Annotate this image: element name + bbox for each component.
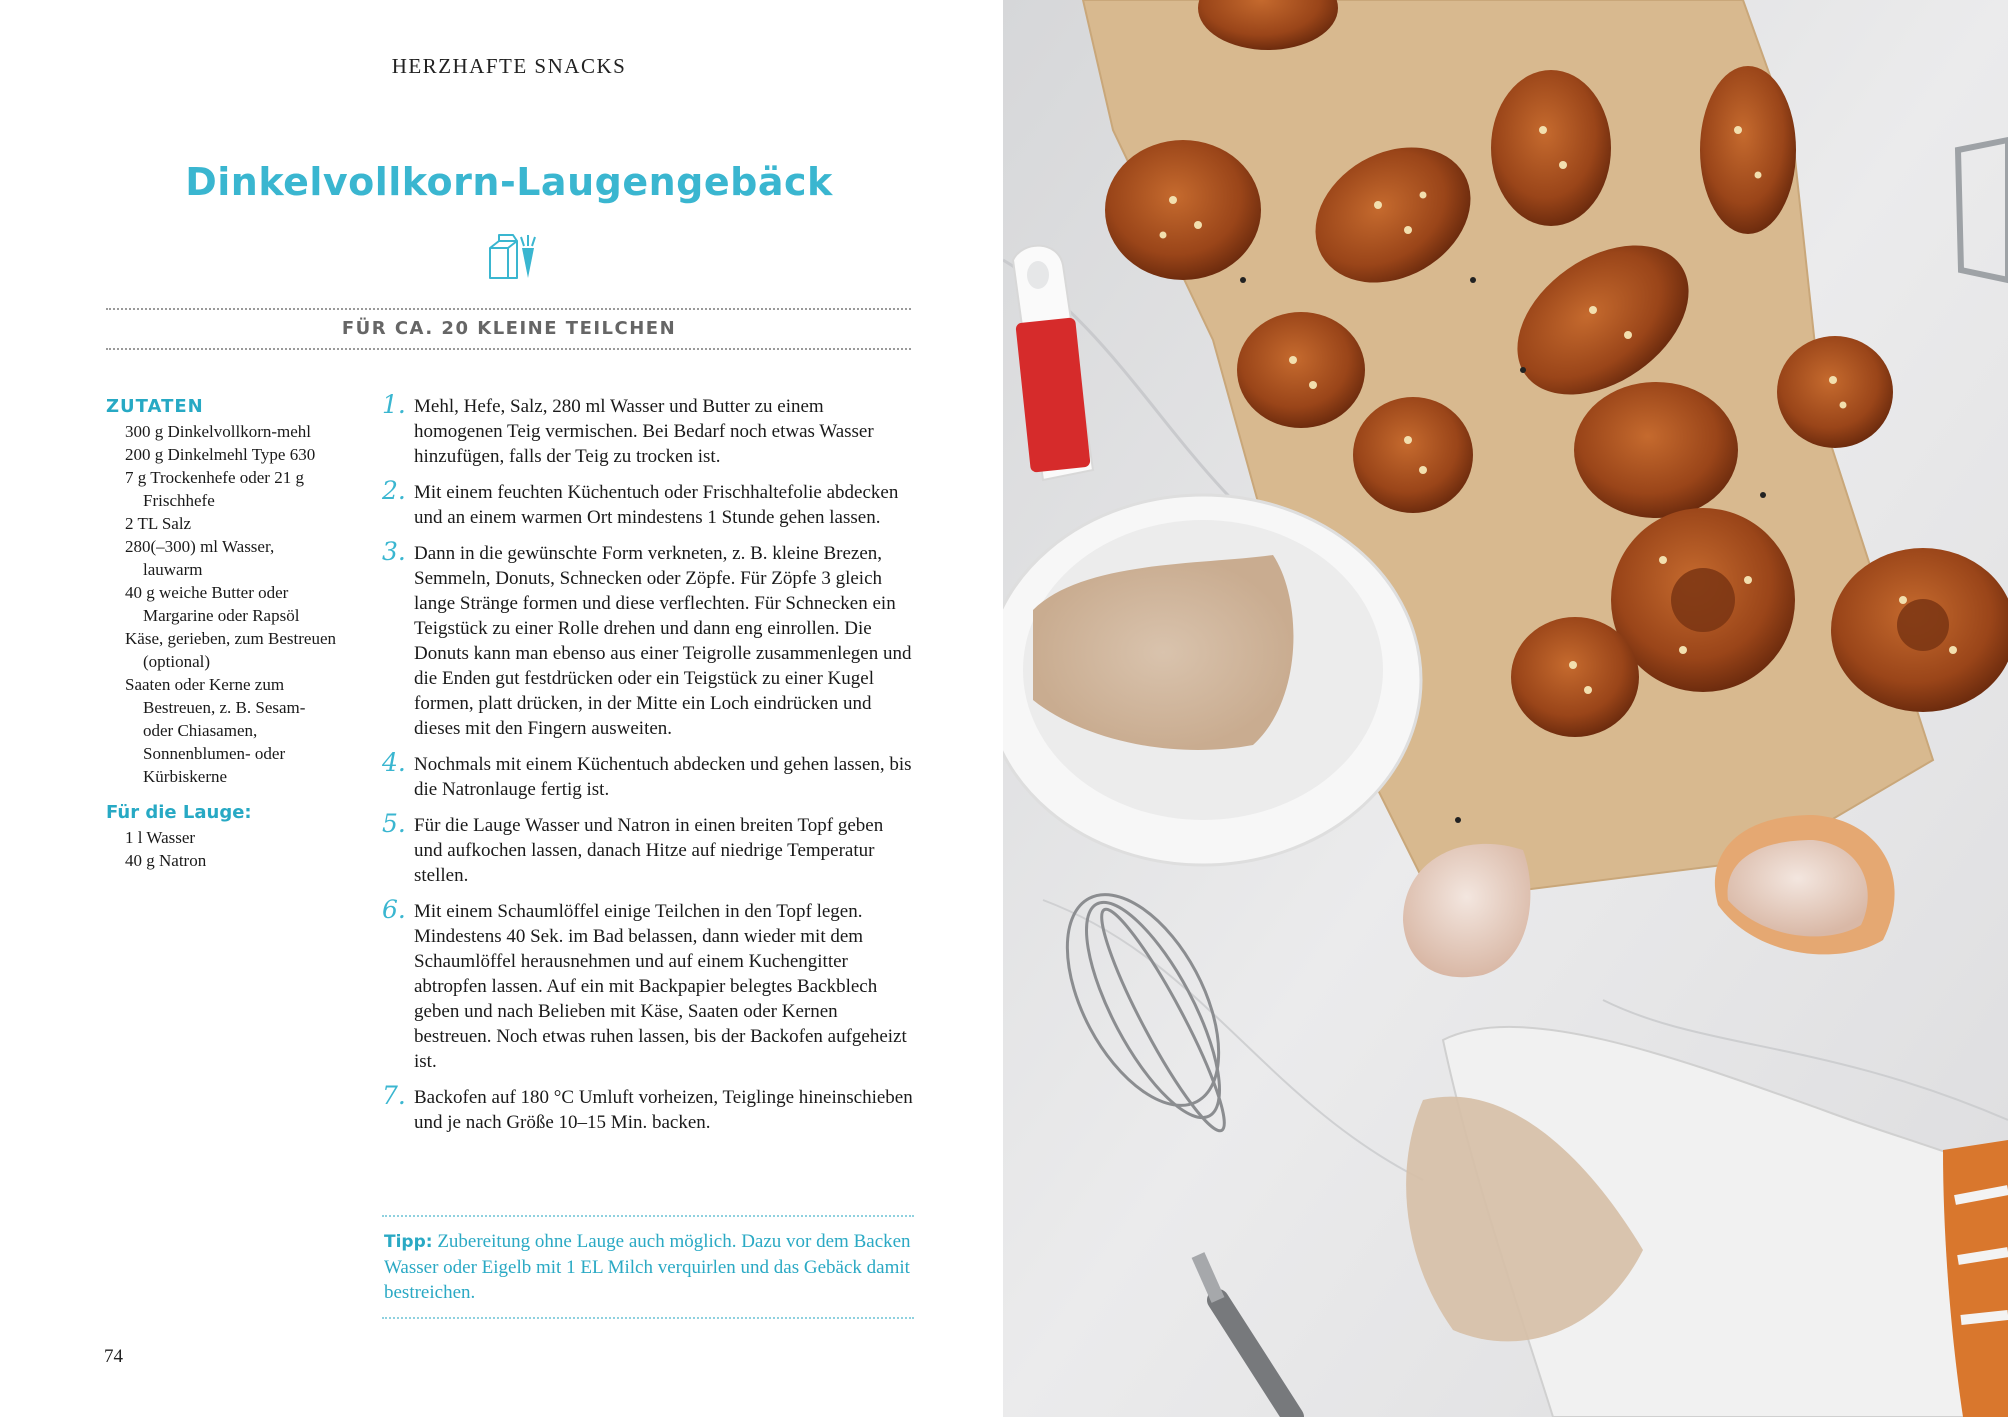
step-text: Dann in die gewünschte Form verkneten, z. B. kleine Brezen, Semmeln, Donuts, Schnecken oder Zöpfe. Für Zöpfe 3 gleich lange Stränge formen und diese verflechten. Für Schnecken ein Teigstück zu einer Rolle drehen und dann eng einrollen. Die Donuts kann man ebenso aus einer Teigrolle zusammenlegen und die Enden gut festdrücken oder ein Teigstück zu einer Kugel formen, platt drücken, in der Mitte ein Loch eindrücken und dieses mit den Fingern ausweiten. [414, 543, 912, 739]
ingredients-heading: ZUTATEN [106, 396, 204, 417]
diet-icons [487, 232, 541, 280]
step-text: Für die Lauge Wasser und Natron in einen breiten Topf geben und aufkochen lassen, danach Hitze auf niedrige Temperatur stellen. [414, 815, 884, 886]
ingredient-item: 300 g Dinkelvollkorn-mehl [125, 422, 312, 441]
tip-label: Tipp: [384, 1232, 433, 1252]
step [382, 809, 914, 888]
step-text: Backofen auf 180 °C Umluft vorheizen, Teiglinge hineinschieben und je nach Größe 10–15 Min. backen. [414, 1087, 913, 1133]
ingredient-item: 2 TL Salz [125, 514, 192, 533]
step-text: Mehl, Hefe, Salz, 280 ml Wasser und Butter zu einem homogenen Teig vermischen. Bei Bedarf noch etwas Wasser hinzufügen, falls der Teig zu trocken ist. [414, 396, 874, 467]
tip-body: Zubereitung ohne Lauge auch möglich. Dazu vor dem Backen Wasser oder Eigelb mit 1 EL Milch verquirlen und das Gebäck damit bestreichen. [384, 1231, 911, 1303]
step-number: 3. [382, 537, 406, 566]
step-number: 5. [382, 809, 406, 838]
divider-top [106, 308, 911, 310]
food-photo [1003, 0, 2008, 1417]
running-head: HERZHAFTE SNACKS [391, 54, 627, 78]
step-text: Mit einem Schaumlöffel einige Teilchen in den Topf legen. Mindestens 40 Sek. im Bad belassen, dann wieder mit dem Schaumlöffel herausnehmen und auf einem Kuchengitter abtropfen lassen. Auf ein mit Backpapier belegtes Backblech geben und nach Belieben mit Käse, Saaten oder Kernen bestreuen. Noch etwas ruhen lassen, bis der Backofen aufgeheizt ist. [414, 901, 907, 1072]
ingredient-item: 280(–300) ml Wasser, lauwarm [125, 537, 275, 579]
ingredient-item: 40 g weiche Butter oder Margarine oder Rapsöl [125, 583, 300, 625]
step-number: 2. [382, 476, 406, 505]
ingredient-item: 1 l Wasser [125, 828, 196, 847]
step-text: Nochmals mit einem Küchentuch abdecken und gehen lassen, bis die Natronlauge fertig ist. [414, 754, 912, 800]
step [382, 476, 914, 530]
lauge-heading: Für die Lauge: [106, 802, 252, 823]
ingredient-item: Saaten oder Kerne zum Bestreuen, z. B. Sesam- oder Chiasamen, Sonnenblumen- oder Kürbiskerne [125, 675, 306, 786]
ingredients-list [106, 396, 336, 872]
page-number: 74 [104, 1346, 123, 1367]
step-text: Mit einem feuchten Küchentuch oder Frischhaltefolie abdecken und an einem warmen Ort mindestens 1 Stunde gehen lassen. [414, 482, 899, 528]
divider-bottom [106, 348, 911, 350]
recipe-title: Dinkelvollkorn-Laugengebäck [185, 160, 833, 204]
ingredient-item: 200 g Dinkelmehl Type 630 [125, 445, 316, 464]
vegetarian-milk-icon [490, 235, 517, 278]
step [382, 1081, 914, 1135]
step-number: 6. [382, 895, 406, 924]
ingredient-item: Käse, gerieben, zum Bestreuen (optional) [125, 629, 336, 671]
tip-box [382, 1215, 914, 1319]
step-number: 1. [382, 390, 406, 419]
recipe-page [0, 0, 1003, 1417]
step [382, 390, 914, 469]
method-steps [382, 390, 914, 1146]
step [382, 537, 914, 741]
carrot-icon [521, 235, 535, 278]
step [382, 895, 914, 1074]
step [382, 748, 914, 802]
tip-text [384, 1229, 914, 1305]
step-number: 4. [382, 748, 406, 777]
yield-label: FÜR CA. 20 KLEINE TEILCHEN [341, 318, 677, 339]
ingredient-item: 7 g Trockenhefe oder 21 g Frischhefe [125, 468, 304, 510]
step-number: 7. [382, 1081, 406, 1110]
ingredient-item: 40 g Natron [125, 851, 207, 870]
